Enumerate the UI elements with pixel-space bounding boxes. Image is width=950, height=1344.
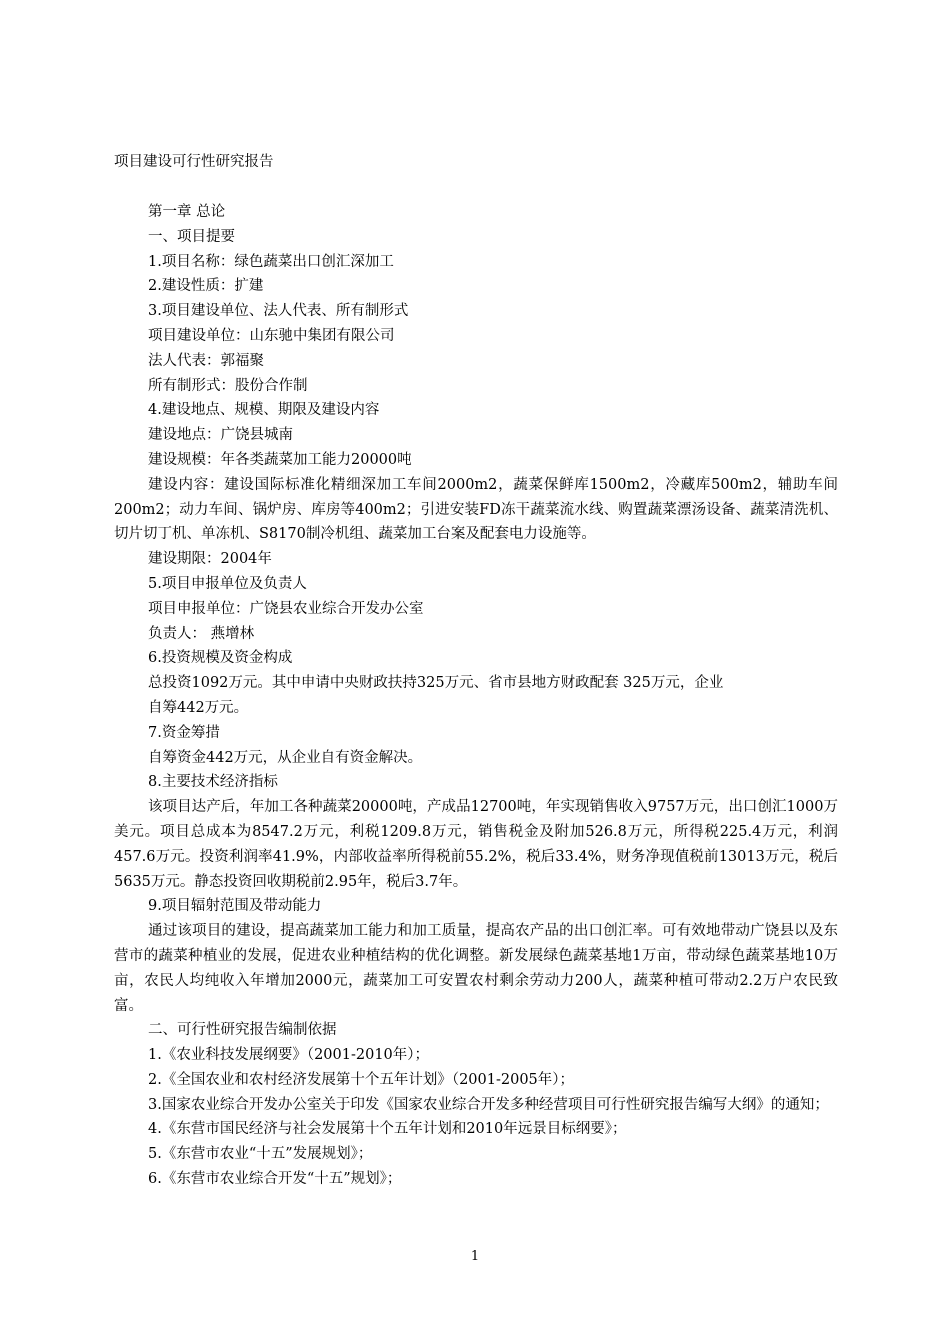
body-paragraph: 建设规模：年各类蔬菜加工能力20000吨: [148, 451, 412, 468]
body-paragraph: 3.项目建设单位、法人代表、所有制形式: [148, 303, 409, 320]
body-paragraph: 2.《全国农业和农村经济发展第十个五年计划》（2001-2005年）；: [148, 1071, 575, 1088]
body-paragraph: 总投资1092万元。其中申请中央财政扶持325万元、省市县地方财政配套 325万元，企业: [148, 675, 724, 692]
body-paragraph: 9.项目辐射范围及带动能力: [148, 898, 322, 915]
body-paragraph: 建设内容：建设国际标准化精细深加工车间2000m2，蔬菜保鲜库1500m2，冷藏库500m2，辅助车间200m2；动力车间、锅炉房、库房等400m2；引进安装FD冻干蔬菜流水线、购置蔬菜漂汤设备、蔬菜清洗机、切片切丁机、单冻机、S8170制冷机组、蔬菜加工台案及配套电力设施等。: [114, 476, 838, 543]
body-paragraph: 7.资金筹措: [148, 724, 220, 741]
body-paragraph: 建设地点：广饶县城南: [148, 427, 293, 444]
body-paragraph: 4.《东营市国民经济与社会发展第十个五年计划和2010年远景目标纲要》；: [148, 1121, 627, 1138]
section-heading: 二、可行性研究报告编制依据: [148, 1022, 337, 1039]
body-paragraph: 建设期限：2004年: [148, 551, 272, 568]
body-paragraph: 2.建设性质：扩建: [148, 278, 264, 295]
body-paragraph: 6.投资规模及资金构成: [148, 650, 293, 667]
body-paragraph: 项目建设单位：山东驰中集团有限公司: [148, 327, 395, 344]
body-paragraph: 自筹资金442万元，从企业自有资金解决。: [148, 749, 423, 766]
body-paragraph: 1.《农业科技发展纲要》（2001-2010年）；: [148, 1047, 430, 1064]
body-paragraph: 项目申报单位：广饶县农业综合开发办公室: [148, 600, 424, 617]
body-paragraph: 负责人： 燕增林: [148, 625, 255, 642]
body-paragraph: 8.主要技术经济指标: [148, 774, 278, 791]
chapter-heading: 第一章 总论: [148, 204, 226, 220]
document-body: [114, 200, 838, 1192]
section-heading: 一、项目提要: [148, 228, 235, 245]
body-paragraph: 1.项目名称：绿色蔬菜出口创汇深加工: [148, 253, 394, 270]
body-paragraph: 5.《东营市农业“十五”发展规划》；: [148, 1146, 373, 1163]
body-paragraph: 所有制形式：股份合作制: [148, 377, 308, 394]
body-paragraph: 该项目达产后，年加工各种蔬菜20000吨，产成品12700吨，年实现销售收入9757万元，出口创汇1000万美元。项目总成本为8547.2万元，利税1209.8万元，销售税金及附加526.8万元，所得税225.4万元，利润457.6万元。投资利润率41.9%，内部收益率所得税前55.2%，税后33.4%，财务净现值税前13013万元，税后5635万元。静态投资回收期税前2.95年，税后3.7年。: [114, 799, 838, 890]
body-paragraph: 自筹442万元。: [148, 699, 249, 716]
body-paragraph: 3.国家农业综合开发办公室关于印发《国家农业综合开发多种经营项目可行性研究报告编写大纲》的通知；: [148, 1096, 829, 1113]
body-paragraph: 6.《东营市农业综合开发“十五”规划》；: [148, 1171, 402, 1188]
body-paragraph: 法人代表：郭福聚: [148, 352, 264, 369]
body-paragraph: 通过该项目的建设，提高蔬菜加工能力和加工质量，提高农产品的出口创汇率。可有效地带动广饶县以及东营市的蔬菜种植业的发展，促进农业种植结构的优化调整。新发展绿色蔬菜基地1万亩，带动绿色蔬菜基地10万亩，农民人均纯收入年增加2000元，蔬菜加工可安置农村剩余劳动力200人，蔬菜种植可带动2.2万户农民致富。: [114, 923, 838, 1014]
page-number: 1: [470, 1249, 480, 1264]
body-paragraph: 5.项目申报单位及负责人: [148, 575, 307, 592]
body-paragraph: 4.建设地点、规模、期限及建设内容: [148, 402, 380, 419]
document-title: 项目建设可行性研究报告: [114, 154, 274, 170]
